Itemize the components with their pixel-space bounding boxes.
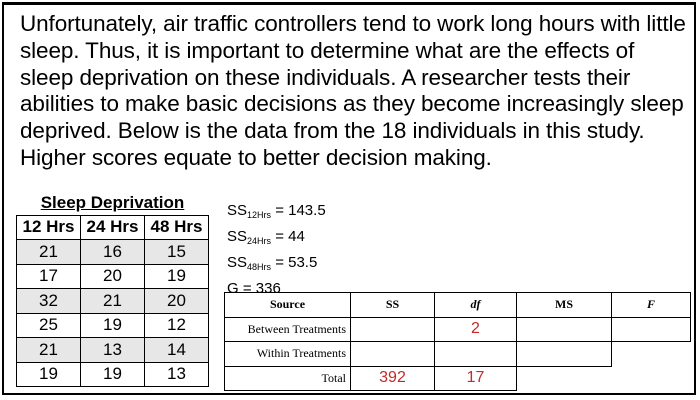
anova-header-source: Source	[225, 293, 351, 318]
table-cell: 19	[81, 313, 145, 338]
table-cell: 17	[17, 264, 81, 289]
anova-header-f: F	[612, 293, 691, 318]
anova-table	[224, 292, 691, 391]
table-row	[17, 362, 209, 387]
sleep-table-title: Sleep Deprivation	[17, 191, 209, 215]
total-f-empty	[612, 366, 691, 391]
anova-row-between	[225, 317, 691, 342]
problem-text: Unfortunately, air traffic controllers tend to work long hours with little sleep. Thus, it is important to determine what are the effects of sleep deprivation on these individuals. A researcher tests their abilities to make basic decisions as they become increasingly sleep deprived. Below is the data from the 18 individuals in this study. Higher scores equate to better decision making.	[20, 11, 686, 170]
table-cell: 19	[145, 264, 209, 289]
col-header-24hrs: 24 Hrs	[81, 215, 145, 240]
anova-header-ms: MS	[517, 293, 612, 318]
sleep-deprivation-table	[16, 191, 209, 387]
table-cell: 19	[81, 362, 145, 387]
table-row	[17, 240, 209, 265]
between-f-cell[interactable]	[612, 317, 691, 342]
anova-header-ss: SS	[351, 293, 435, 318]
grand-total: G = 336	[227, 280, 281, 297]
within-ss-cell[interactable]	[351, 342, 435, 367]
table-cell: 21	[17, 240, 81, 265]
within-treatments-label: Within Treatments	[225, 342, 351, 367]
table-row	[17, 313, 209, 338]
anova-header-df: df	[435, 293, 517, 318]
table-row	[17, 338, 209, 363]
table-cell: 25	[17, 313, 81, 338]
table-cell: 16	[81, 240, 145, 265]
table-row	[17, 264, 209, 289]
between-treatments-label: Between Treatments	[225, 317, 351, 342]
between-ms-cell[interactable]	[517, 317, 612, 342]
ss-48hrs: $SS_{48Hrs} = 53.5$	[227, 254, 318, 272]
col-header-48hrs: 48 Hrs	[145, 215, 209, 240]
anova-row-total	[225, 366, 691, 391]
table-cell: 21	[81, 289, 145, 314]
table-cell: 32	[17, 289, 81, 314]
anova-row-within	[225, 342, 691, 367]
total-ss-cell[interactable]: 392	[351, 366, 435, 391]
ss-24hrs: $SS_{24Hrs} = 44$	[227, 228, 305, 246]
total-ms-empty	[517, 366, 612, 391]
table-cell: 21	[17, 338, 81, 363]
between-ss-cell[interactable]	[351, 317, 435, 342]
table-cell: 12	[145, 313, 209, 338]
table-row	[17, 289, 209, 314]
table-cell: 13	[81, 338, 145, 363]
total-label: Total	[225, 366, 351, 391]
table-cell: 13	[145, 362, 209, 387]
summary-statistics	[227, 200, 326, 299]
table-cell: 20	[145, 289, 209, 314]
table-cell: 19	[17, 362, 81, 387]
between-df-cell[interactable]: 2	[435, 317, 517, 342]
table-cell: 20	[81, 264, 145, 289]
within-df-cell[interactable]	[435, 342, 517, 367]
total-df-cell[interactable]: 17	[435, 366, 517, 391]
ss-12hrs: $SS_{12Hrs} = 143.5$	[227, 202, 326, 220]
within-f-empty	[612, 342, 691, 367]
table-cell: 14	[145, 338, 209, 363]
anova-header-row	[225, 293, 691, 318]
col-header-12hrs: 12 Hrs	[17, 215, 81, 240]
table-cell: 15	[145, 240, 209, 265]
within-ms-cell[interactable]	[517, 342, 612, 367]
